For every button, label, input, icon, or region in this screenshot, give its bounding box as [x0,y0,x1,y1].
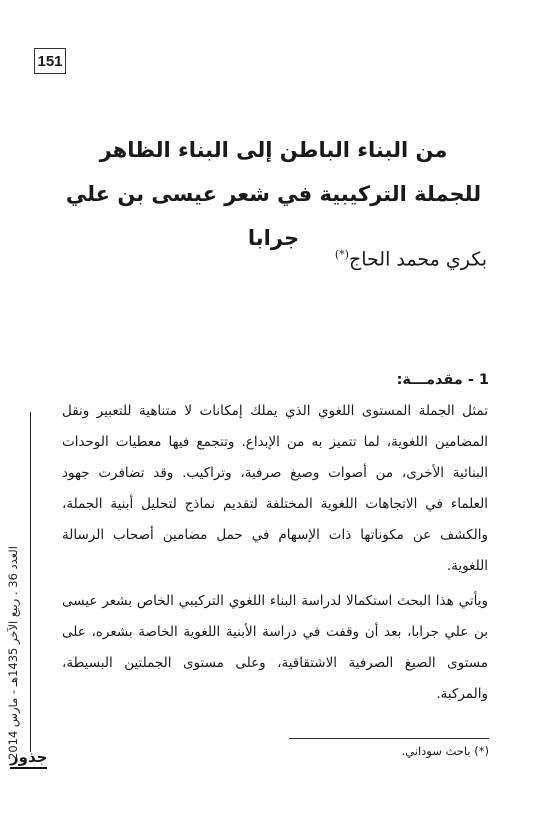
paragraph-1: تمثل الجملة المستوى اللغوي الذي يملك إمكانات لا متناهية للتعبير ونقل المضامين اللغوية، لما تتميز به من الإبداع. وتتجمع فيها معطيات الوحدات البنائية الأخرى، من أصوات وصيغ صرفية، وتراكيب. وقد تضافرت جهود العلماء في الاتجاهات اللغوية المختلفة لتقديم نماذج لتحليل أبنية الجملة، والكشف عن مكوناتها ذات الإسهام في حمل مضامين أصحاب الرسالة اللغوية. [62,403,488,574]
author-byline [335,248,487,270]
issue-info: العدد 36 . ربيع الآخر 1435هـ - مارس 2014 [6,546,20,760]
article-title [40,128,507,260]
page-number: 151 [34,48,66,74]
paragraph-2: ويأتي هذا البحث استكمالا لدراسة البناء اللغوي التركيبي الخاص بشعر عيسى بن علي جرابا، بعد أن وقفت في دراسة الأبنية اللغوية الخاصة بشعره، على مستوى الصيغ الصرفية الاشتقاقية، وعلى مستوى الجملتين البسيطة، والمركبة. [62,593,488,702]
side-divider [30,412,31,752]
footnote-divider [289,738,489,739]
journal-logo: جذور [10,748,47,769]
section-heading: 1 - مقدمـــة: [396,372,489,388]
title-line-2: للجملة التركيبية في شعر عيسى بن علي جرابا [65,182,482,250]
title-line-1: من البناء الباطن إلى البناء الظاهر [99,138,448,162]
author-name: بكري محمد الحاج [348,248,487,271]
footnote: (*) باحث سوداني. [401,744,489,758]
author-footnote-mark: (*) [334,248,349,261]
